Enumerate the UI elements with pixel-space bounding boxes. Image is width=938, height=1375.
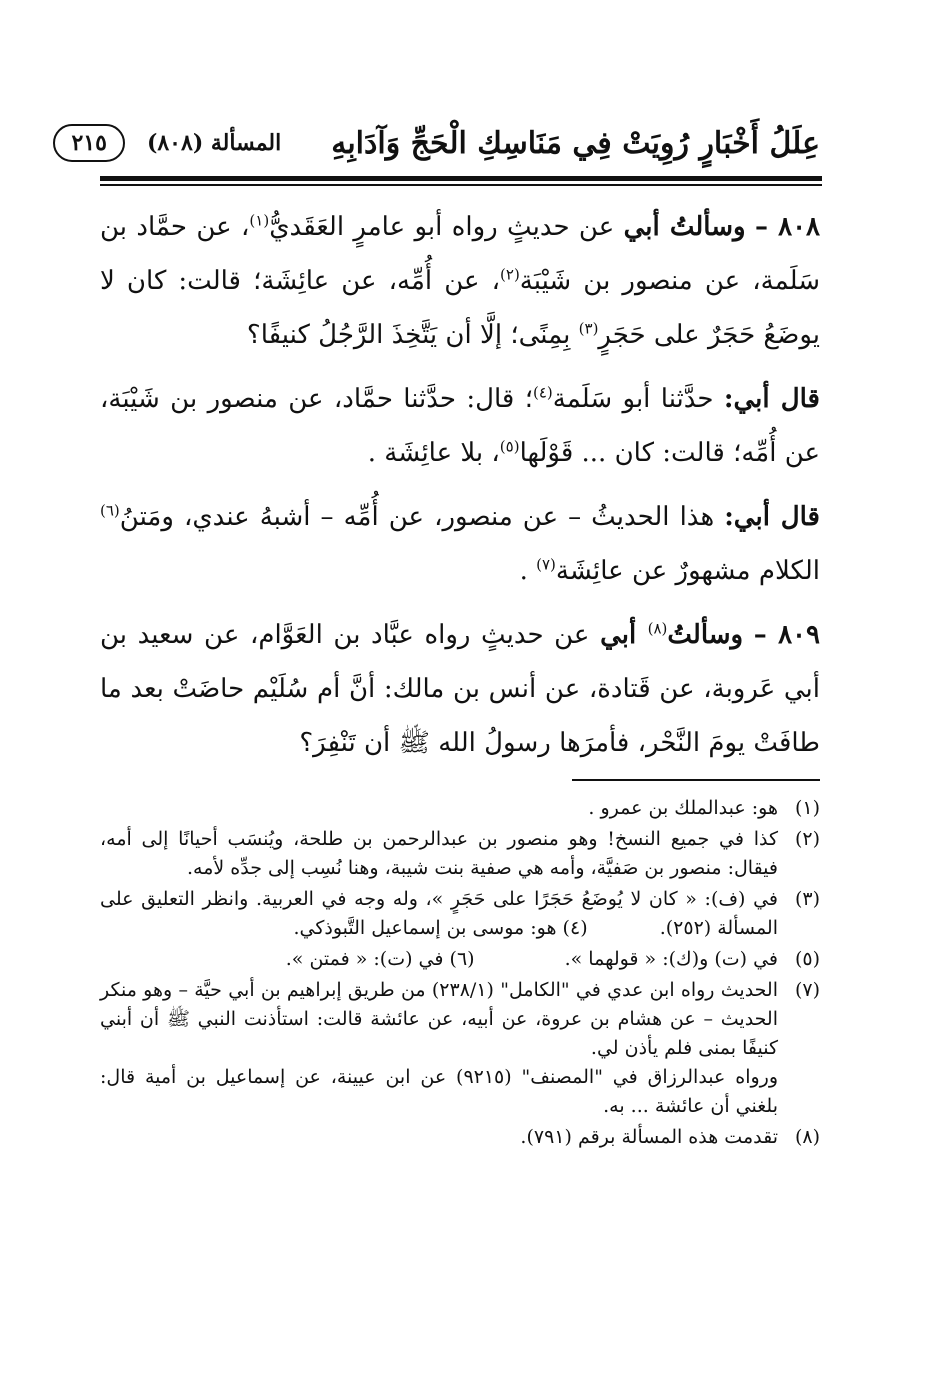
question-lead: وسألتُ	[667, 620, 744, 650]
footnote-number: (٦)	[449, 948, 475, 970]
footnote-text: ورواه عبدالرزاق في "المصنف" (٩٢١٥) عن ابن عيينة، عن إسماعيل بن أمية قال: بلغني أن عائشة ... به.	[100, 1066, 779, 1117]
paragraph-text: .	[519, 556, 537, 586]
paragraph-text: عن حديثٍ رواه أبو عامرٍ العَقَديُّ	[269, 212, 624, 242]
paragraph-answer-2	[100, 490, 820, 598]
answer-lead: قال أبي:	[723, 384, 820, 414]
footnote-ref: (٧)	[536, 555, 556, 574]
paragraph-808	[100, 200, 820, 362]
paragraph-text: حدَّثنا أبو سَلَمة	[552, 384, 724, 414]
paragraph-answer-1	[100, 372, 820, 480]
footnote-1	[100, 794, 820, 823]
footnote-ref: (٨)	[647, 619, 668, 638]
main-text	[100, 200, 820, 780]
issue-label: المسألة (٨٠٨)	[146, 130, 282, 156]
footnote-number: (٢)	[794, 828, 820, 850]
footnote-number: (٥)	[794, 948, 820, 970]
paragraph-text: هذا الحديثُ – عن منصور، عن أُمِّه – أشبهُ عندي، ومَتنُ	[119, 502, 725, 532]
book-title: عِلَلُ أَخْبَارٍ رُوِيَتْ فِي مَنَاسِكِ الْحَجِّ وَآدَابِهِ	[331, 125, 820, 161]
footnote-number: (٨)	[794, 1126, 820, 1148]
page-number: ٢١٥	[53, 124, 124, 162]
footnote-number: (٣)	[794, 888, 820, 910]
paragraph-809	[100, 608, 820, 770]
footnote-rule	[572, 779, 820, 781]
footnote-ref: (١)	[249, 211, 270, 230]
paragraph-text: ؛ قال: حدَّثنا حمَّاد، عن منصور بن شَيْبَة، عن أُمِّه؛ قالت: كان ... قَوْلَها	[100, 384, 820, 468]
footnote-ref: (٦)	[100, 501, 120, 520]
running-header	[71, 118, 820, 168]
footnote-text: تقدمت هذه المسألة برقم (٧٩١).	[520, 1126, 778, 1148]
question-lead: وسألتُ أبي	[623, 212, 746, 242]
footnote-text: كذا في جميع النسخ! وهو منصور بن عبدالرحمن بن طلحة، ويُنسَب أحيانًا إلى أمه، فيقال: منصور بن صَفيَّة، وأمه هي صفية بنت شيبة، وهنا نُسِب إلى جدِّه لأمه.	[100, 828, 778, 879]
footnotes	[100, 794, 820, 1154]
footnote-ref: (٢)	[500, 265, 520, 284]
footnote-8	[100, 1123, 820, 1152]
footnote-ref: (٣)	[578, 319, 599, 338]
footnote-number: (٤)	[562, 917, 588, 939]
paragraph-text: بِمِنًى؛ إلَّا أن يَتَّخِذَ الرَّجُلُ كنيفًا؟	[246, 320, 579, 350]
footnote-text: في (ت): « فمتن ».	[285, 948, 444, 970]
answer-lead: قال أبي:	[724, 502, 820, 532]
footnote-text: في (ت) و(ك): « قولهما ».	[564, 948, 778, 970]
question-lead-2: أبي	[600, 620, 648, 650]
footnote-5-6	[100, 945, 820, 974]
issue-number: ٨٠٨ –	[754, 212, 821, 242]
footnote-text: هو: موسى بن إسماعيل التَّبوذكي.	[293, 917, 557, 939]
footnote-2	[100, 825, 820, 883]
footnote-number: (٧)	[794, 979, 820, 1001]
footnote-text: في (ف): « كان لا يُوضَعُ حَجَرًا على حَجَرٍ »، وله وجه في العربية. وانظر التعليق على المسألة (٢٥٢).	[100, 888, 778, 939]
header-rule-thin	[100, 184, 822, 186]
footnote-7	[100, 976, 820, 1121]
footnote-text: الحديث رواه ابن عدي في "الكامل" (٢٣٨/١) من طريق إبراهيم بن أبي حيَّة – وهو منكر الحديث – عن هشام بن عروة، عن أبيه، عن عائشة قالت: استأذنت النبي ﷺ أن أبني كنيفًا بمنى فلم يأذن لي.	[100, 979, 779, 1059]
footnote-text: هو: عبدالملك بن عمرو .	[588, 797, 778, 819]
footnote-3	[100, 885, 820, 943]
footnote-ref: (٤)	[533, 383, 553, 402]
paragraph-text: عن حديثٍ رواه عبَّاد بن العَوَّام، عن سعيد بن أبي عَروبة، عن قَتادة، عن أنس بن مالك: أنَّ أم سُلَيْم حاضَتْ بعد ما طافَتْ يومَ النَّحْر، فأمرَها رسولُ الله ﷺ أن تَنْفِرَ؟	[100, 620, 820, 758]
issue-number: ٨٠٩ –	[753, 620, 820, 650]
header-rule-thick	[100, 176, 822, 181]
paragraph-text: ، بلا عائِشَة .	[367, 438, 500, 468]
paragraph-text: الكلام مشهورٌ عن عائِشَة	[555, 556, 820, 586]
paragraph-text: ، عن أُمِّه، عن عائِشَة؛ قالت: كان لا يوضَعُ حَجَرٌ على حَجَرٍ	[100, 266, 820, 350]
footnote-number: (١)	[794, 797, 820, 819]
footnote-ref: (٥)	[499, 437, 520, 456]
paragraph-text: ، عن حمَّاد بن سَلَمة، عن منصور بن شَيْبَة	[100, 212, 820, 296]
